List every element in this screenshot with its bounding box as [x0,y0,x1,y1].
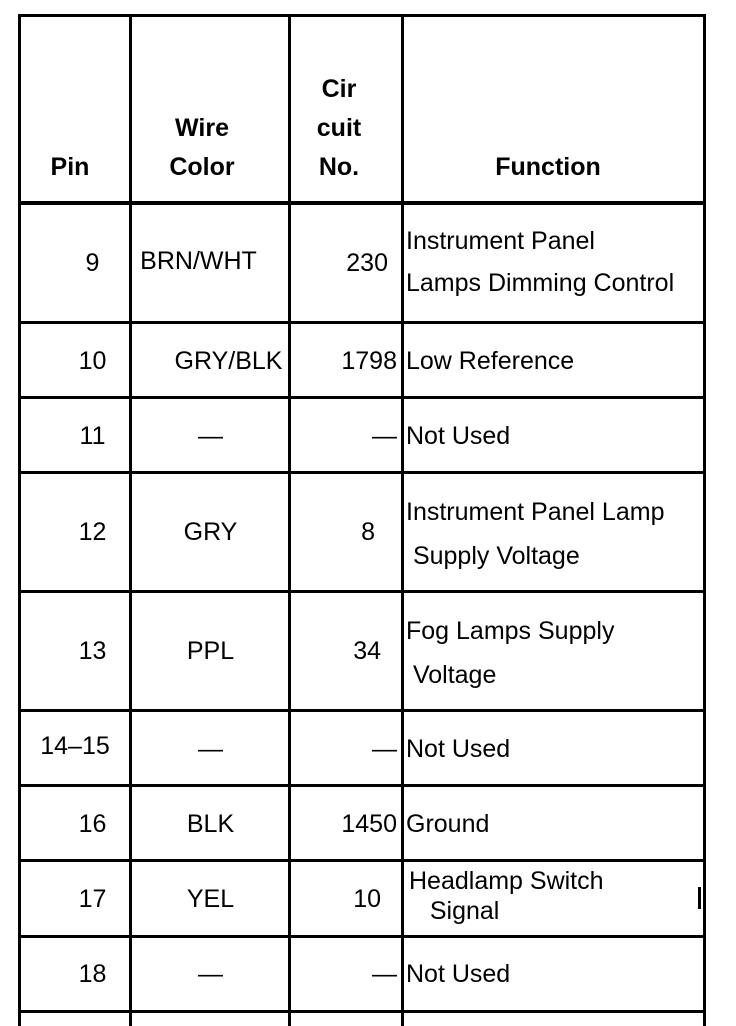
wire-color-cell: YEL [186,885,235,913]
header-circuit-number: Cir cuit No. [316,75,362,181]
header-divider [18,201,706,205]
pin-cell: 16 [78,810,107,838]
circuit-number-cell: — [372,422,397,450]
header-pin: Pin [50,153,90,181]
circuit-number-cell: — [372,735,397,763]
row-divider [18,396,706,399]
header-wire-color: Wire Color [169,114,235,181]
header-function: Function [495,153,601,181]
wire-color-cell: — [198,422,223,450]
row-divider [18,709,706,712]
pin-cell: 18 [78,960,107,988]
wire-color-cell: BLK [186,810,235,838]
function-cell: Not Used [406,422,511,450]
wire-color-cell: GRY [183,518,238,546]
pin-cell: 17 [78,885,107,913]
function-cell: Fog Lamps Supply Voltage [406,617,615,689]
function-cell: Not Used [406,960,511,988]
row-divider [18,321,706,324]
function-cell: Instrument Panel Lamp Supply Voltage [406,498,665,570]
row-divider [18,859,706,862]
row-divider [18,935,706,938]
function-cell: Not Used [406,735,511,763]
circuit-number-cell: 1450 [341,810,397,838]
circuit-number-cell: 230 [346,249,388,277]
pin-cell: 12 [78,518,107,546]
circuit-number-cell: — [372,960,397,988]
pin-cell: 9 [85,249,100,277]
wire-color-cell: — [198,960,223,988]
row-divider [18,784,706,787]
circuit-number-cell: 10 [353,885,381,913]
circuit-number-cell: 8 [361,518,375,546]
pin-cell: 13 [78,637,107,665]
function-cell: Instrument Panel Lamps Dimming Control [406,227,675,297]
circuit-number-cell: 34 [353,637,381,665]
row-divider [18,590,706,593]
wire-color-cell: GRY/BLK [174,347,283,375]
function-cell: Headlamp Switch Signal [409,867,604,925]
row-divider [18,471,706,474]
row-divider [18,1010,706,1013]
wire-color-cell: — [198,735,223,763]
pin-cell: 10 [78,347,107,375]
function-cell: Ground [406,810,490,838]
pin-cell: 14–15 [40,732,110,760]
cell-edge-mark [698,887,701,909]
function-cell: Low Reference [406,347,575,375]
circuit-number-cell: 1798 [341,347,397,375]
wire-color-cell: PPL [186,637,235,665]
wire-color-cell: BRN/WHT [140,247,257,275]
table-top-border [18,14,706,17]
pin-cell: 11 [79,422,106,450]
